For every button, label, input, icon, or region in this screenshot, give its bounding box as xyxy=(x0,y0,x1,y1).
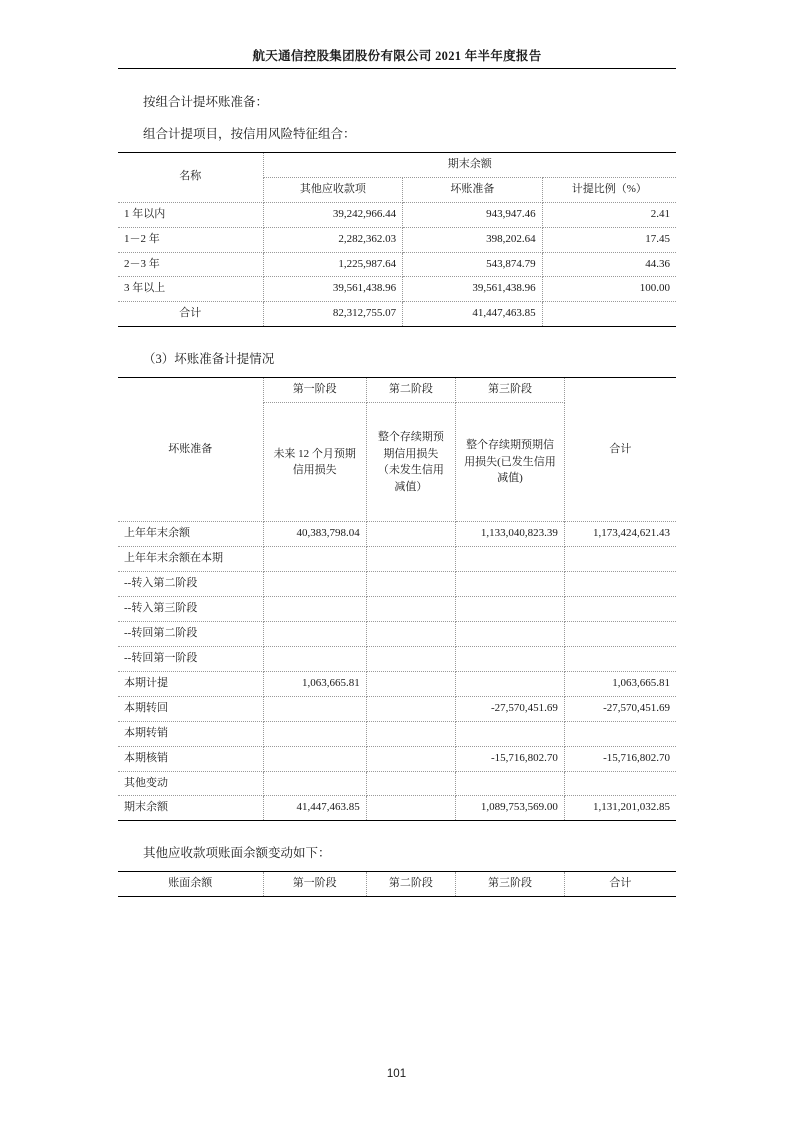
header-divider xyxy=(118,68,676,69)
cell-header-total: 合计 xyxy=(564,378,676,522)
cell-header-stage-2: 第二阶段 xyxy=(366,378,455,403)
cell-stage-1: 40,383,798.04 xyxy=(263,522,366,547)
table-row xyxy=(118,572,676,597)
cell-header-name: 名称 xyxy=(118,152,263,202)
cell-stage-3 xyxy=(456,596,565,621)
cell-header-stage-1-desc: 未来 12 个月预期信用损失 xyxy=(263,403,366,522)
table-row-total xyxy=(118,796,676,821)
cell-header-bad-debt: 坏账准备 xyxy=(403,177,543,202)
cell-header-other-receivables: 其他应收款项 xyxy=(263,177,403,202)
cell-name: 1－2 年 xyxy=(118,227,263,252)
cell-stage-1 xyxy=(263,621,366,646)
cell-stage-1 xyxy=(263,572,366,597)
cell-name: 3 年以上 xyxy=(118,277,263,302)
table-row xyxy=(118,771,676,796)
table-row xyxy=(118,746,676,771)
cell-provision: 543,874.79 xyxy=(403,252,543,277)
table-bad-debt-stages xyxy=(118,377,676,821)
cell-amount: 39,561,438.96 xyxy=(263,277,403,302)
cell-stage-2 xyxy=(366,746,455,771)
cell-stage-3: 1,133,040,823.39 xyxy=(456,522,565,547)
cell-header-stage-1: 第一阶段 xyxy=(263,872,366,897)
page-header-title: 航天通信控股集团股份有限公司 2021 年半年度报告 xyxy=(252,49,542,63)
cell-stage-1: 41,447,463.85 xyxy=(263,796,366,821)
cell-stage-3 xyxy=(456,572,565,597)
cell-stage-2 xyxy=(366,721,455,746)
cell-stage-1 xyxy=(263,547,366,572)
table-row xyxy=(118,277,676,302)
paragraph-portfolio-items: 组合计提项目，按信用风险特征组合： xyxy=(143,126,356,141)
cell-stage-1: 1,063,665.81 xyxy=(263,671,366,696)
cell-provision: 398,202.64 xyxy=(403,227,543,252)
cell-row-label: --转入第三阶段 xyxy=(118,596,263,621)
cell-stage-1 xyxy=(263,746,366,771)
cell-row-label: 其他变动 xyxy=(118,771,263,796)
cell-row-label: 本期转销 xyxy=(118,721,263,746)
table-row xyxy=(118,378,676,403)
cell-provision: 943,947.46 xyxy=(403,202,543,227)
table-row xyxy=(118,872,676,897)
cell-stage-3: -27,570,451.69 xyxy=(456,696,565,721)
cell-stage-3: 1,089,753,569.00 xyxy=(456,796,565,821)
cell-stage-3 xyxy=(456,771,565,796)
cell-row-label: 本期转回 xyxy=(118,696,263,721)
cell-total: 1,131,201,032.85 xyxy=(564,796,676,821)
cell-stage-2 xyxy=(366,547,455,572)
table-row xyxy=(118,646,676,671)
table-row xyxy=(118,227,676,252)
cell-name: 1 年以内 xyxy=(118,202,263,227)
cell-amount: 39,242,966.44 xyxy=(263,202,403,227)
cell-stage-2 xyxy=(366,596,455,621)
cell-total xyxy=(564,596,676,621)
cell-header-stage-1: 第一阶段 xyxy=(263,378,366,403)
cell-row-label: 上年年末余额在本期 xyxy=(118,547,263,572)
cell-stage-2 xyxy=(366,646,455,671)
cell-total xyxy=(564,771,676,796)
cell-ratio: 100.00 xyxy=(542,277,676,302)
cell-stage-3 xyxy=(456,646,565,671)
paragraph-provision-by-portfolio: 按组合计提坏账准备： xyxy=(143,95,269,109)
cell-stage-3 xyxy=(456,621,565,646)
cell-ratio: 17.45 xyxy=(542,227,676,252)
cell-name: 合计 xyxy=(118,302,263,327)
cell-stage-2 xyxy=(366,572,455,597)
cell-row-label: 期末余额 xyxy=(118,796,263,821)
cell-stage-2 xyxy=(366,621,455,646)
cell-amount: 1,225,987.64 xyxy=(263,252,403,277)
cell-stage-1 xyxy=(263,721,366,746)
table-row xyxy=(118,671,676,696)
cell-stage-3 xyxy=(456,671,565,696)
cell-total xyxy=(564,621,676,646)
cell-row-label: --转回第一阶段 xyxy=(118,646,263,671)
cell-header-period-end: 期末余额 xyxy=(263,152,676,177)
table-row xyxy=(118,696,676,721)
cell-total xyxy=(564,646,676,671)
cell-stage-2 xyxy=(366,671,455,696)
cell-header-stage-3: 第三阶段 xyxy=(456,378,565,403)
cell-total: 1,173,424,621.43 xyxy=(564,522,676,547)
table-row xyxy=(118,152,676,177)
table-row xyxy=(118,596,676,621)
table-aging-provision-wrap xyxy=(118,152,676,328)
cell-stage-3 xyxy=(456,547,565,572)
cell-row-label: 本期核销 xyxy=(118,746,263,771)
cell-header-total: 合计 xyxy=(564,872,676,897)
cell-stage-2 xyxy=(366,771,455,796)
cell-ratio xyxy=(542,302,676,327)
cell-stage-1 xyxy=(263,771,366,796)
cell-header-stage-3: 第三阶段 xyxy=(456,872,565,897)
table-aging-provision xyxy=(118,152,676,328)
cell-row-label: --转回第二阶段 xyxy=(118,621,263,646)
cell-header-book-balance: 账面余额 xyxy=(118,872,263,897)
cell-amount: 82,312,755.07 xyxy=(263,302,403,327)
cell-total xyxy=(564,572,676,597)
cell-stage-1 xyxy=(263,696,366,721)
table-row xyxy=(118,547,676,572)
paragraph-bad-debt-provision-status: （3）坏账准备计提情况 xyxy=(143,352,275,367)
cell-total: -27,570,451.69 xyxy=(564,696,676,721)
cell-header-bad-debt-provision: 坏账准备 xyxy=(118,378,263,522)
cell-stage-2 xyxy=(366,796,455,821)
cell-ratio: 2.41 xyxy=(542,202,676,227)
table-row xyxy=(118,621,676,646)
cell-total: 1,063,665.81 xyxy=(564,671,676,696)
cell-stage-1 xyxy=(263,646,366,671)
cell-header-ratio: 计提比例（%） xyxy=(542,177,676,202)
cell-row-label: --转入第二阶段 xyxy=(118,572,263,597)
cell-stage-3 xyxy=(456,721,565,746)
cell-ratio: 44.36 xyxy=(542,252,676,277)
cell-row-label: 上年年末余额 xyxy=(118,522,263,547)
cell-header-stage-2: 第二阶段 xyxy=(366,872,455,897)
cell-total xyxy=(564,721,676,746)
cell-amount: 2,282,362.03 xyxy=(263,227,403,252)
page-content xyxy=(118,92,676,897)
cell-name: 2－3 年 xyxy=(118,252,263,277)
table-row xyxy=(118,252,676,277)
table-row xyxy=(118,721,676,746)
cell-total: -15,716,802.70 xyxy=(564,746,676,771)
table-row-total xyxy=(118,302,676,327)
table-book-balance-stages xyxy=(118,871,676,897)
cell-stage-3: -15,716,802.70 xyxy=(456,746,565,771)
cell-provision: 41,447,463.85 xyxy=(403,302,543,327)
cell-row-label: 本期计提 xyxy=(118,671,263,696)
cell-header-stage-3-desc: 整个存续期预期信用损失(已发生信用减值) xyxy=(456,403,565,522)
table-row xyxy=(118,202,676,227)
table-row xyxy=(118,522,676,547)
cell-stage-1 xyxy=(263,596,366,621)
paragraph-other-receivables-change: 其他应收款项账面余额变动如下： xyxy=(143,846,331,861)
cell-header-stage-2-desc: 整个存续期预期信用损失（未发生信用减值） xyxy=(366,403,455,522)
cell-total xyxy=(564,547,676,572)
cell-provision: 39,561,438.96 xyxy=(403,277,543,302)
page-number: 101 xyxy=(386,1068,407,1080)
cell-stage-2 xyxy=(366,522,455,547)
cell-stage-2 xyxy=(366,696,455,721)
